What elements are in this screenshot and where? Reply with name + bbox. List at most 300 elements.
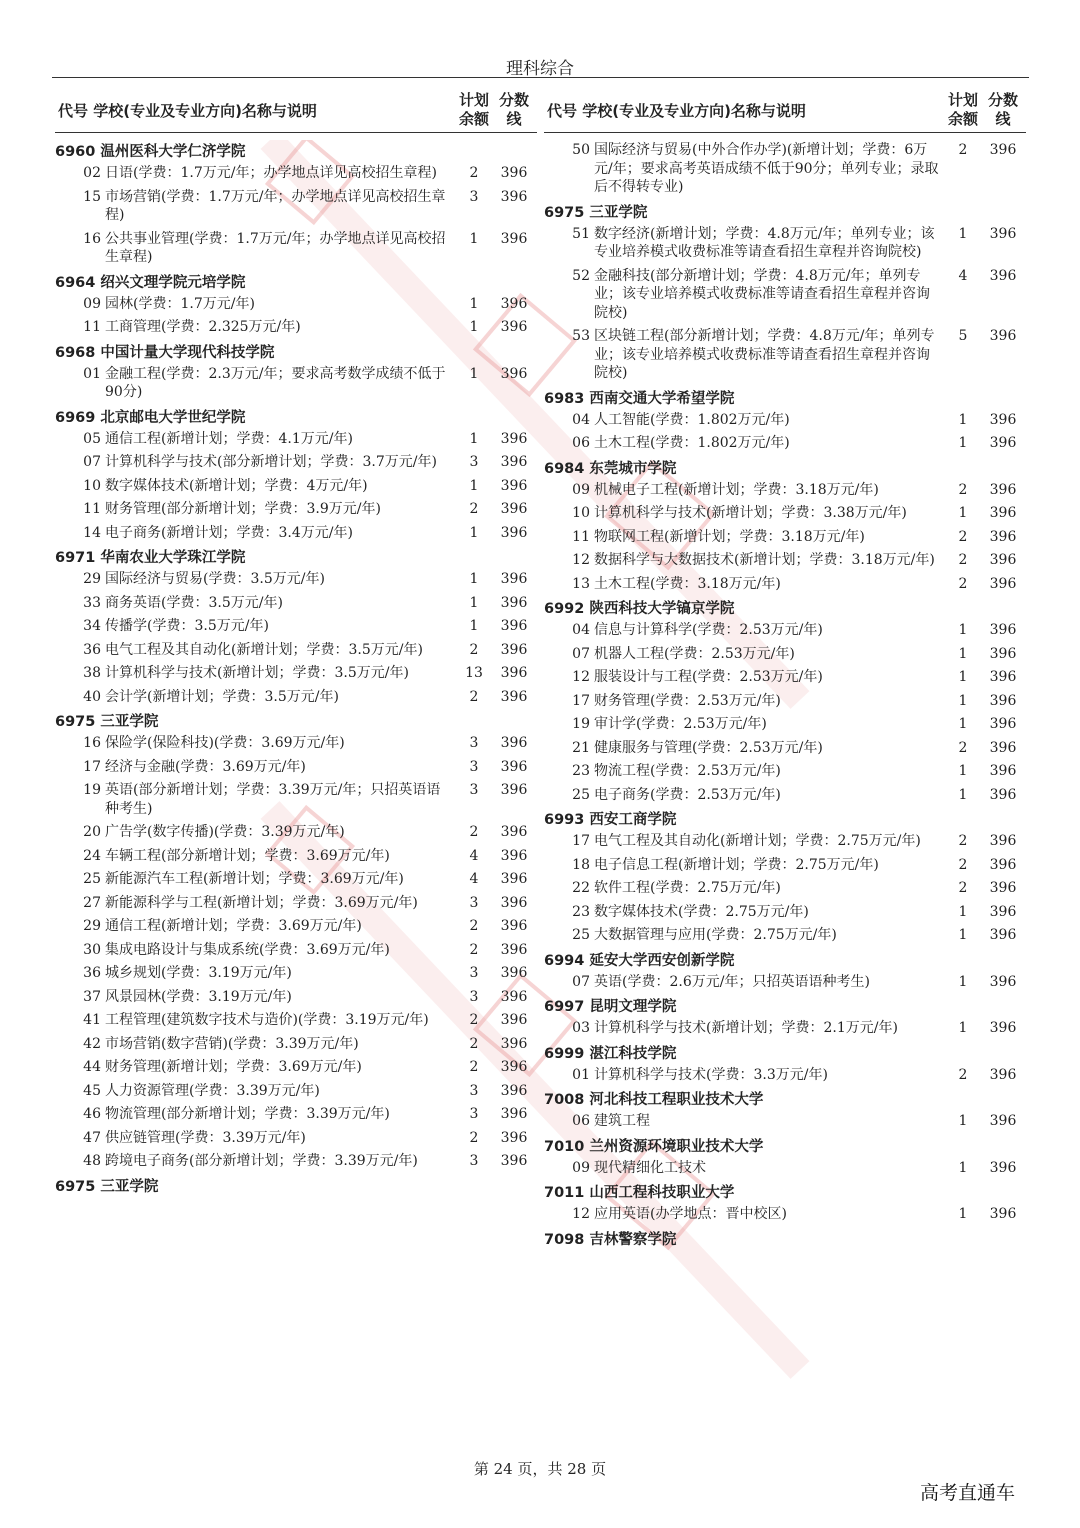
top-rule <box>52 77 1029 78</box>
major-code: 45 <box>83 1082 101 1099</box>
major-code: 25 <box>572 786 590 803</box>
table-row <box>544 1159 1026 1178</box>
plan-quota: 1 <box>958 669 968 685</box>
plan-quota: 5 <box>958 328 968 344</box>
score-line: 396 <box>500 824 528 840</box>
plan-quota: 2 <box>958 528 968 545</box>
major-code: 25 <box>572 927 590 943</box>
table-row <box>544 1019 1026 1038</box>
major-name: 建筑工程 <box>594 1113 650 1129</box>
major-code: 15 <box>83 188 101 205</box>
major-name: 新能源汽车工程(新增计划；学费：3.69万元/年) <box>105 871 404 887</box>
left-list <box>55 141 537 1199</box>
score-line: 396 <box>500 758 528 775</box>
major-name: 电气工程及其自动化(新增计划；学费：2.75万元/年) <box>594 833 921 849</box>
major-name: 数据科学与大数据技术(新增计划；学费：3.18万元/年) <box>594 552 935 568</box>
table-row <box>544 225 1026 262</box>
score-line: 396 <box>989 669 1017 685</box>
score-line: 396 <box>989 1020 1017 1036</box>
school-heading: 6964 绍兴文理学院元培学院 <box>55 274 246 291</box>
major-code: 14 <box>83 524 101 541</box>
table-row <box>55 847 537 866</box>
major-code: 10 <box>572 505 590 521</box>
score-line: 396 <box>500 782 528 798</box>
table-row <box>55 941 537 960</box>
table-row <box>55 823 537 842</box>
score-line: 396 <box>989 575 1017 592</box>
plan-quota: 3 <box>469 735 479 751</box>
table-row <box>544 692 1026 711</box>
major-code: 11 <box>572 528 590 545</box>
table-row <box>544 504 1026 523</box>
major-code: 27 <box>83 894 101 911</box>
major-name: 财务管理(部分新增计划；学费：3.9万元/年) <box>105 501 381 517</box>
table-row <box>55 164 537 183</box>
table-row <box>55 570 537 589</box>
table-row <box>55 477 537 496</box>
score-line: 396 <box>500 871 528 887</box>
score-line: 396 <box>989 927 1017 943</box>
table-row <box>55 594 537 613</box>
major-code: 37 <box>83 988 101 1005</box>
major-name: 日语(学费：1.7万元/年；办学地点详见高校招生章程) <box>105 165 437 181</box>
major-name: 应用英语(办学地点：晋中校区) <box>594 1206 787 1222</box>
major-code: 40 <box>83 688 101 705</box>
table-row <box>544 327 1026 383</box>
plan-quota: 1 <box>469 365 479 382</box>
plan-quota: 1 <box>469 594 479 611</box>
score-line: 396 <box>989 225 1017 242</box>
major-name: 土木工程(学费：1.802万元/年) <box>594 435 790 451</box>
score-line: 396 <box>500 1129 528 1146</box>
table-row <box>55 365 537 402</box>
school-heading: 7098 吉林警察学院 <box>544 1231 677 1248</box>
major-code: 03 <box>572 1020 590 1036</box>
table-row <box>55 500 537 519</box>
plan-quota: 1 <box>958 1159 968 1176</box>
plan-quota: 1 <box>958 411 968 428</box>
major-name: 区块链工程(部分新增计划；学费：4.8万元/年；单列专业；该专业培养模式收费标准等请查看招生章程并咨询院校) <box>594 328 935 381</box>
score-line: 396 <box>500 918 528 934</box>
header-code-name: 代号 学校(专业及专业方向)名称与说明 <box>58 102 317 120</box>
table-row <box>544 762 1026 781</box>
table-row <box>55 758 537 777</box>
score-line: 396 <box>500 594 528 611</box>
table-row <box>55 318 537 337</box>
plan-quota: 1 <box>958 1113 968 1129</box>
major-code: 06 <box>572 1113 590 1129</box>
major-name: 电子商务(学费：2.53万元/年) <box>594 786 781 803</box>
major-code: 29 <box>83 918 101 934</box>
major-code: 09 <box>572 481 590 498</box>
plan-quota: 2 <box>958 481 968 498</box>
school-heading: 6983 西南交通大学希望学院 <box>544 390 735 407</box>
major-name: 城乡规划(学费：3.19万元/年) <box>105 965 292 981</box>
score-line: 396 <box>500 501 528 517</box>
plan-quota: 1 <box>958 763 968 779</box>
left-table-header <box>55 88 537 133</box>
plan-quota: 1 <box>958 1206 968 1222</box>
header-code-name: 代号 学校(专业及专业方向)名称与说明 <box>547 102 806 120</box>
plan-quota: 3 <box>469 782 479 798</box>
plan-quota: 2 <box>958 739 968 756</box>
score-line: 396 <box>500 894 528 911</box>
major-name: 计算机科学与技术(部分新增计划；学费：3.7万元/年) <box>105 454 437 470</box>
major-code: 17 <box>83 758 101 775</box>
source-caption: 高考直通车 <box>920 1482 1016 1504</box>
table-row <box>544 645 1026 664</box>
score-line: 396 <box>989 716 1017 732</box>
major-name: 物联网工程(新增计划；学费：3.18万元/年) <box>594 528 865 545</box>
plan-quota: 3 <box>469 1082 479 1099</box>
major-name: 计算机科学与技术(新增计划；学费：3.5万元/年) <box>105 665 409 681</box>
plan-quota: 1 <box>958 645 968 662</box>
table-row <box>544 739 1026 758</box>
table-row <box>544 668 1026 687</box>
major-code: 06 <box>572 435 590 451</box>
major-code: 16 <box>83 735 101 751</box>
score-line: 396 <box>989 739 1017 756</box>
score-line: 396 <box>989 1066 1017 1083</box>
major-code: 29 <box>83 571 101 587</box>
plan-quota: 1 <box>469 295 479 312</box>
major-code: 12 <box>572 669 590 685</box>
school-heading: 6994 延安大学西安创新学院 <box>544 952 735 969</box>
table-row <box>544 786 1026 805</box>
score-line: 396 <box>989 142 1017 158</box>
major-name: 计算机科学与技术(学费：3.3万元/年) <box>594 1066 828 1083</box>
major-name: 财务管理(学费：2.53万元/年) <box>594 692 781 709</box>
table-row <box>55 870 537 889</box>
table-row <box>55 1011 537 1030</box>
table-row <box>55 453 537 472</box>
plan-quota: 3 <box>469 988 479 1005</box>
major-code: 02 <box>83 165 101 181</box>
table-row <box>55 894 537 913</box>
school-heading: 6984 东莞城市学院 <box>544 460 677 477</box>
major-code: 07 <box>572 973 590 990</box>
score-line: 396 <box>500 477 528 494</box>
score-line: 396 <box>989 622 1017 638</box>
major-code: 17 <box>572 833 590 849</box>
major-code: 47 <box>83 1129 101 1146</box>
major-name: 人工智能(学费：1.802万元/年) <box>594 411 790 428</box>
plan-quota: 3 <box>469 894 479 911</box>
major-code: 16 <box>83 230 101 247</box>
major-code: 12 <box>572 552 590 568</box>
major-name: 集成电路设计与集成系统(学费：3.69万元/年) <box>105 941 390 958</box>
major-name: 电气工程及其自动化(新增计划；学费：3.5万元/年) <box>105 641 423 658</box>
plan-quota: 3 <box>469 1106 479 1122</box>
major-name: 机器人工程(学费：2.53万元/年) <box>594 645 795 662</box>
plan-quota: 1 <box>958 716 968 732</box>
score-line: 396 <box>500 1035 528 1052</box>
major-code: 42 <box>83 1035 101 1052</box>
table-row <box>544 973 1026 992</box>
major-name: 物流工程(学费：2.53万元/年) <box>594 763 781 779</box>
major-name: 电子商务(新增计划；学费：3.4万元/年) <box>105 524 353 541</box>
major-name: 国际经济与贸易(中外合作办学)(新增计划；学费：6万元/年；要求高考英语成绩不低于90分；单列专业；录取后不得转专业) <box>594 142 939 195</box>
score-line: 396 <box>989 481 1017 498</box>
major-code: 11 <box>83 319 101 335</box>
major-code: 09 <box>572 1159 590 1176</box>
plan-quota: 3 <box>469 454 479 470</box>
plan-quota: 13 <box>465 665 483 681</box>
major-name: 计算机科学与技术(新增计划；学费：3.38万元/年) <box>594 505 907 521</box>
table-row <box>55 641 537 660</box>
plan-quota: 1 <box>958 1020 968 1036</box>
major-code: 07 <box>572 645 590 662</box>
score-line: 396 <box>989 1159 1017 1176</box>
major-name: 金融工程(学费：2.3万元/年；要求高考数学成绩不低于90分) <box>105 365 446 400</box>
major-name: 财务管理(新增计划；学费：3.69万元/年) <box>105 1059 362 1075</box>
table-row <box>544 434 1026 453</box>
score-line: 396 <box>500 319 528 335</box>
plan-quota: 2 <box>469 501 479 517</box>
table-row <box>55 988 537 1007</box>
score-line: 396 <box>989 435 1017 451</box>
table-row <box>544 481 1026 500</box>
table-row <box>55 1152 537 1171</box>
school-heading: 6975 三亚学院 <box>544 204 648 221</box>
table-row <box>544 267 1026 323</box>
right-column <box>544 88 1026 1252</box>
major-code: 19 <box>572 716 590 732</box>
table-row <box>544 715 1026 734</box>
score-line: 396 <box>989 903 1017 920</box>
major-code: 30 <box>83 941 101 958</box>
score-line: 396 <box>989 692 1017 709</box>
plan-quota: 2 <box>469 918 479 934</box>
plan-quota: 1 <box>958 435 968 451</box>
major-name: 公共事业管理(学费：1.7万元/年；办学地点详见高校招生章程) <box>105 230 446 265</box>
table-row <box>55 1129 537 1148</box>
school-heading: 6999 湛江科技学院 <box>544 1045 677 1062</box>
score-line: 396 <box>500 618 528 634</box>
score-line: 396 <box>500 1106 528 1122</box>
score-line: 396 <box>500 524 528 541</box>
score-line: 396 <box>989 552 1017 568</box>
major-name: 信息与计算科学(学费：2.53万元/年) <box>594 622 823 638</box>
plan-quota: 1 <box>469 618 479 634</box>
school-heading: 6975 三亚学院 <box>55 714 159 730</box>
score-line: 396 <box>989 763 1017 779</box>
major-name: 保险学(保险科技)(学费：3.69万元/年) <box>105 735 345 751</box>
score-line: 396 <box>500 295 528 312</box>
school-heading: 7010 兰州资源环境职业技术大学 <box>544 1138 764 1155</box>
score-line: 396 <box>989 645 1017 662</box>
plan-quota: 1 <box>469 230 479 247</box>
major-code: 17 <box>572 692 590 709</box>
table-row <box>544 1112 1026 1131</box>
plan-quota: 3 <box>469 1153 479 1169</box>
major-name: 金融科技(部分新增计划；学费：4.8万元/年；单列专业；该专业培养模式收费标准等请查看招生章程并咨询院校) <box>594 267 930 321</box>
major-code: 09 <box>83 295 101 312</box>
major-code: 53 <box>572 328 590 344</box>
major-code: 10 <box>83 477 101 494</box>
major-name: 工程管理(建筑数字技术与造价)(学费：3.19万元/年) <box>105 1012 429 1028</box>
score-line: 396 <box>500 1082 528 1099</box>
score-line: 396 <box>500 1059 528 1075</box>
plan-quota: 2 <box>469 1059 479 1075</box>
major-code: 04 <box>572 411 590 428</box>
major-code: 52 <box>572 267 590 284</box>
score-line: 396 <box>989 880 1017 896</box>
score-line: 396 <box>500 735 528 751</box>
plan-quota: 2 <box>469 941 479 958</box>
major-name: 物流管理(部分新增计划；学费：3.39万元/年) <box>105 1106 390 1122</box>
school-heading: 6992 陕西科技大学镐京学院 <box>544 601 735 617</box>
major-name: 通信工程(新增计划；学费：3.69万元/年) <box>105 918 362 934</box>
major-code: 48 <box>83 1153 101 1169</box>
plan-quota: 2 <box>958 1066 968 1083</box>
major-code: 33 <box>83 594 101 611</box>
score-line: 396 <box>989 1113 1017 1129</box>
page-footer: 第 24 页，共 28 页 <box>473 1460 607 1478</box>
major-code: 13 <box>572 575 590 592</box>
school-heading: 6993 西安工商学院 <box>544 812 677 828</box>
major-code: 25 <box>83 871 101 887</box>
major-code: 51 <box>572 225 590 242</box>
right-list <box>544 141 1026 1252</box>
plan-quota: 3 <box>469 758 479 775</box>
major-name: 审计学(学费：2.53万元/年) <box>594 716 767 732</box>
score-line: 396 <box>500 230 528 247</box>
major-name: 新能源科学与工程(新增计划；学费：3.69万元/年) <box>105 894 418 911</box>
major-code: 44 <box>83 1059 101 1075</box>
major-name: 电子信息工程(新增计划；学费：2.75万元/年) <box>594 856 879 873</box>
major-name: 风景园林(学费：3.19万元/年) <box>105 988 292 1005</box>
major-code: 19 <box>83 782 101 798</box>
plan-quota: 1 <box>958 973 968 990</box>
table-row <box>55 688 537 707</box>
major-code: 38 <box>83 665 101 681</box>
major-code: 01 <box>572 1066 590 1083</box>
school-heading: 6960 温州医科大学仁济学院 <box>55 144 246 160</box>
major-code: 12 <box>572 1206 590 1222</box>
major-name: 商务英语(学费：3.5万元/年) <box>105 594 283 611</box>
table-row <box>55 617 537 636</box>
header-quota: 计划 余额 <box>947 91 978 128</box>
score-line: 396 <box>500 1012 528 1028</box>
plan-quota: 1 <box>469 524 479 541</box>
table-row <box>55 1035 537 1054</box>
score-line: 396 <box>989 267 1017 284</box>
major-code: 23 <box>572 903 590 920</box>
plan-quota: 1 <box>958 225 968 242</box>
score-line: 396 <box>500 1153 528 1169</box>
table-row <box>544 575 1026 594</box>
major-name: 通信工程(新增计划；学费：4.1万元/年) <box>105 430 353 447</box>
plan-quota: 2 <box>958 552 968 568</box>
major-code: 24 <box>83 847 101 864</box>
major-code: 04 <box>572 622 590 638</box>
plan-quota: 1 <box>958 786 968 803</box>
score-line: 396 <box>500 365 528 382</box>
plan-quota: 2 <box>469 1035 479 1052</box>
plan-quota: 2 <box>469 1129 479 1146</box>
major-name: 大数据管理与应用(学费：2.75万元/年) <box>594 927 837 943</box>
major-name: 机械电子工程(新增计划；学费：3.18万元/年) <box>594 481 879 498</box>
score-line: 396 <box>500 165 528 181</box>
score-line: 396 <box>500 665 528 681</box>
table-row <box>544 856 1026 875</box>
score-line: 396 <box>989 856 1017 873</box>
major-code: 05 <box>83 430 101 447</box>
major-name: 广告学(数字传播)(学费：3.39万元/年) <box>105 824 345 840</box>
major-name: 现代精细化工技术 <box>594 1159 706 1176</box>
score-line: 396 <box>989 973 1017 990</box>
major-name: 数字媒体技术(新增计划；学费：4万元/年) <box>105 477 368 494</box>
score-line: 396 <box>500 430 528 447</box>
plan-quota: 2 <box>469 1012 479 1028</box>
major-code: 46 <box>83 1106 101 1122</box>
major-name: 供应链管理(学费：3.39万元/年) <box>105 1129 306 1146</box>
plan-quota: 2 <box>958 880 968 896</box>
score-line: 396 <box>500 941 528 958</box>
table-row <box>544 621 1026 640</box>
page-title: 理科综合 <box>506 59 574 79</box>
score-line: 396 <box>989 1206 1017 1222</box>
table-row <box>55 524 537 543</box>
score-line: 396 <box>989 505 1017 521</box>
table-row <box>544 832 1026 851</box>
score-line: 396 <box>989 328 1017 344</box>
plan-quota: 2 <box>469 165 479 181</box>
plan-quota: 2 <box>469 641 479 658</box>
table-row <box>544 411 1026 430</box>
plan-quota: 4 <box>469 871 479 887</box>
school-heading: 6969 北京邮电大学世纪学院 <box>55 409 246 426</box>
major-code: 22 <box>572 880 590 896</box>
major-name: 计算机科学与技术(新增计划；学费：2.1万元/年) <box>594 1020 898 1036</box>
left-column <box>55 88 537 1199</box>
major-code: 23 <box>572 763 590 779</box>
header-score: 分数 线 <box>498 91 529 128</box>
plan-quota: 1 <box>958 622 968 638</box>
major-name: 英语(部分新增计划；学费：3.39万元/年；只招英语语种考生) <box>105 782 441 817</box>
major-code: 21 <box>572 739 590 756</box>
plan-quota: 2 <box>469 688 479 705</box>
table-row <box>544 1205 1026 1224</box>
major-code: 50 <box>572 142 590 158</box>
table-row <box>544 551 1026 570</box>
table-row <box>55 430 537 449</box>
plan-quota: 1 <box>469 571 479 587</box>
table-row <box>55 188 537 225</box>
score-line: 396 <box>989 411 1017 428</box>
table-row <box>55 1082 537 1101</box>
score-line: 396 <box>500 965 528 981</box>
right-table-header <box>544 88 1026 133</box>
school-heading: 6971 华南农业大学珠江学院 <box>55 550 246 566</box>
major-name: 国际经济与贸易(学费：3.5万元/年) <box>105 571 325 587</box>
table-row <box>55 1105 537 1124</box>
school-heading: 6968 中国计量大学现代科技学院 <box>55 344 275 361</box>
table-row <box>55 781 537 818</box>
plan-quota: 1 <box>469 319 479 335</box>
major-name: 服装设计与工程(学费：2.53万元/年) <box>594 669 823 685</box>
header-quota: 计划 余额 <box>458 91 489 128</box>
score-line: 396 <box>500 571 528 587</box>
score-line: 396 <box>500 641 528 658</box>
major-name: 工商管理(学费：2.325万元/年) <box>105 319 301 335</box>
table-row <box>55 734 537 753</box>
major-name: 跨境电子商务(部分新增计划；学费：3.39万元/年) <box>105 1153 418 1169</box>
table-row <box>55 1058 537 1077</box>
major-name: 人力资源管理(学费：3.39万元/年) <box>105 1082 320 1099</box>
major-code: 11 <box>83 501 101 517</box>
